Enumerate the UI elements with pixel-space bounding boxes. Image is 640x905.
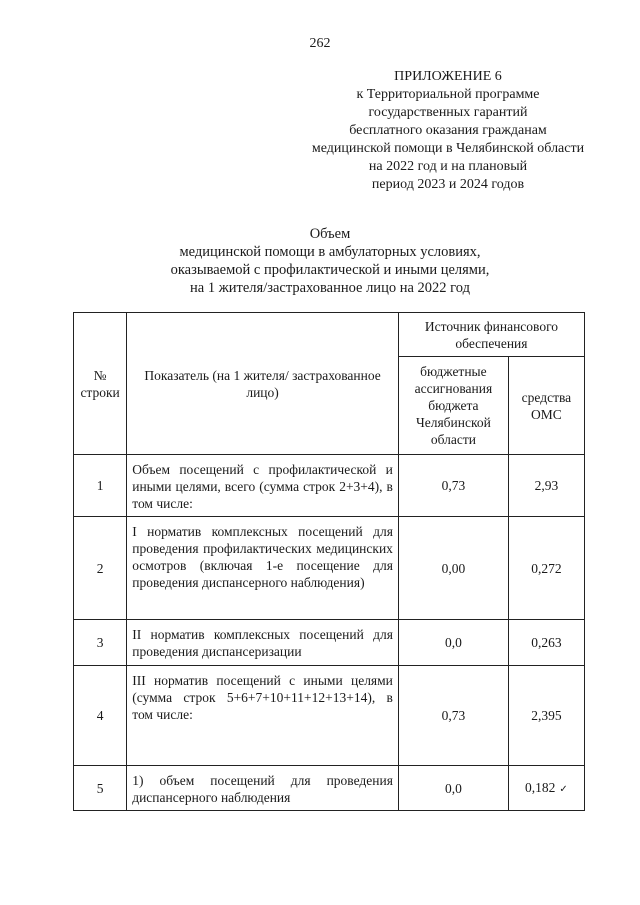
- title-line: на 1 жителя/застрахованное лицо на 2022 год: [190, 280, 470, 296]
- row-budget: 0,0: [398, 620, 508, 666]
- row-number: 2: [74, 517, 127, 620]
- appendix-line: период 2023 и 2024 годов: [371, 177, 525, 192]
- checkmark-icon: ✓: [559, 783, 568, 795]
- page-number: 262: [309, 36, 331, 51]
- row-oms: 0,272: [508, 517, 584, 620]
- row-indicator: II норматив комплексных посещений для проведения диспансеризации: [127, 620, 399, 666]
- table-row: [74, 517, 585, 620]
- appendix-line: бесплатного оказания гражданам: [349, 123, 547, 138]
- row-number: 4: [74, 666, 127, 766]
- row-oms: 0,263: [508, 620, 584, 666]
- row-number: 5: [74, 766, 127, 811]
- header-funding-source: Источник финансового обеспечения: [398, 313, 584, 357]
- title-line: Объем: [309, 226, 351, 242]
- table-row: [74, 666, 585, 766]
- table-row: [74, 766, 585, 811]
- row-number: 3: [74, 620, 127, 666]
- title-line: медицинской помощи в амбулаторных условиях,: [179, 244, 481, 260]
- row-budget: 0,73: [398, 455, 508, 517]
- header-oms: средства ОМС: [508, 357, 584, 455]
- row-budget: 0,0: [398, 766, 508, 811]
- header-row-number: № строки: [74, 313, 127, 455]
- appendix-header: [298, 68, 598, 194]
- table-row: [74, 620, 585, 666]
- row-indicator: 1) объем посещений для проведения диспансерного наблюдения: [127, 766, 399, 811]
- row-indicator: Объем посещений с профилактической и иными целями, всего (сумма строк 2+3+4), в том числе:: [127, 455, 399, 517]
- row-oms-cell: [508, 766, 584, 811]
- row-oms: 2,93: [508, 455, 584, 517]
- row-oms: 0,182: [525, 779, 556, 795]
- document-title: [60, 225, 600, 297]
- title-line: оказываемой с профилактической и иными целями,: [170, 262, 490, 278]
- row-budget: 0,73: [398, 666, 508, 766]
- row-indicator: I норматив комплексных посещений для проведения профилактических медицинских осмотров (включая 1-е посещение для проведения диспансерного наблюдения): [127, 517, 399, 620]
- appendix-line: ПРИЛОЖЕНИЕ 6: [394, 69, 502, 84]
- appendix-line: на 2022 год и на плановый: [368, 159, 528, 174]
- row-indicator: III норматив посещений с иными целями (сумма строк 5+6+7+10+11+12+13+14), в том числе:: [127, 666, 399, 766]
- row-budget: 0,00: [398, 517, 508, 620]
- volume-table: [73, 312, 585, 811]
- row-oms: 2,395: [508, 666, 584, 766]
- header-indicator: Показатель (на 1 жителя/ застрахованное лицо): [127, 313, 399, 455]
- header-budget: бюджетные ассигнования бюджета Челябинской области: [398, 357, 508, 455]
- appendix-line: медицинской помощи в Челябинской области: [311, 141, 585, 156]
- table-row: [74, 455, 585, 517]
- row-number: 1: [74, 455, 127, 517]
- appendix-line: к Территориальной программе: [356, 87, 540, 102]
- appendix-line: государственных гарантий: [368, 105, 528, 120]
